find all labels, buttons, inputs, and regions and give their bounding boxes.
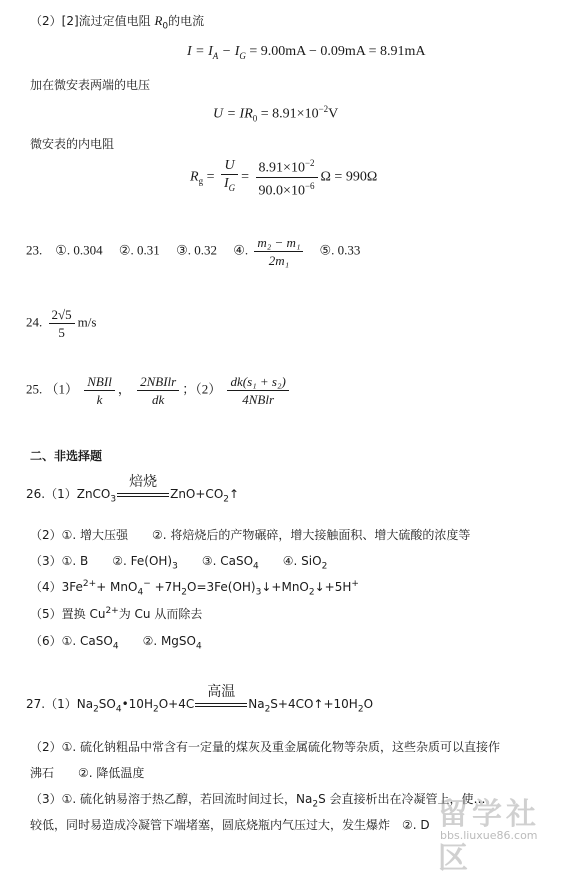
fraction-2nbilr-over-dk: $\frac{\text{2NBIlr}}{dk}$: [137, 373, 179, 408]
watermark-url: bbs.liuxue86.com: [440, 829, 538, 842]
q22-current-equation: $I = I_A - I_G = 9.00mA - 0.09mA = 8.91mA$: [187, 44, 426, 61]
q23-answers: 23. ①. 0.304 ②. 0.31 ③. 0.32 ④. $\frac{\text{m₂ − m₁}}{\text{2m₁}}$ ⑤. 0.33: [26, 235, 361, 268]
q26-line1: 26.（1）ZnCO$_3$ 焙烧 $ZnO+CO_2↑$: [26, 474, 240, 505]
q22-intro: （2）[2]流过定值电阻 $R_0$的电流: [30, 13, 205, 32]
q26-line3: （3）①. B ②. $Fe(OH)_3$ ③. CaSO$_4$ ④. SiO$_2$: [30, 554, 328, 572]
fraction-mass-ratio: $\frac{\text{m₂ − m₁}}{\text{2m₁}}$: [254, 234, 303, 269]
q22-resistance-equation: $R_g$ = $\frac{U}{I_G}$ = $\frac{8.91\times 10^{-2}}{90.0\times 10^{-6}}$ Ω = 990Ω: [190, 155, 377, 199]
reaction-condition: 焙烧: [117, 487, 169, 501]
q22-voltage-label: 加在微安表两端的电压: [30, 78, 151, 92]
q22-voltage-equation: $U = IR_0 = 8.91\times 10^{-2}V$: [213, 104, 339, 124]
q26-line2: （2）①. 增大压强 ②. 将焙烧后的产物碾碎，增大接触面积、增大硫酸的浓度等: [30, 528, 471, 542]
reaction-condition: 高温: [195, 697, 247, 711]
q26-line6: （6）①. CaSO$_4$ ②. MgSO$_4$: [30, 634, 202, 652]
fraction-numeric: $\frac{8.91\times 10^{-2}}{90.0\times 10^{-6}}$: [256, 155, 318, 199]
q27-line3: 沸石 ②. 降低温度: [30, 766, 145, 780]
fraction-velocity: $\frac{2√5}{5}$: [49, 306, 75, 341]
site-watermark: [420, 789, 570, 876]
q27-line2: （2）①. 硫化钠粗品中常含有一定量的煤灰及重金属硫化物等杂质，这些杂质可以直接作: [30, 740, 501, 754]
fraction-u-over-ig: $\frac{U}{I_G}$: [221, 157, 238, 197]
q26-line5: （5）置换 $Cu^{2+}$为 Cu 从而除去: [30, 606, 203, 621]
q22-resistance-label: 微安表的内电阻: [30, 137, 115, 151]
q24-answer: 24. $\frac{2√5}{5}$ m/s: [26, 307, 97, 340]
q27-line5: 较低，同时易造成冷凝管下端堵塞，圆底烧瓶内气压过大，发生爆炸 ②. D: [30, 818, 430, 832]
q27-line1: $27.(1)Na_2SO_4•10H_2O+4C$ 高温 $Na_2S+4CO↑+10H_2O$: [26, 684, 374, 715]
fraction-nbil-over-k: $\frac{\text{NBIl}}{k}$: [84, 373, 115, 408]
fraction-dk-s1-s2: $\frac{\text{dk(s₁ + s₂)}}{\text{4NBlr}}$: [227, 373, 288, 408]
section-title: 二、非选择题: [30, 449, 103, 463]
q27-line4: （3）①. 硫化钠易溶于热乙醇，若回流时间过长，$Na_2S$ 会直接析出在冷凝管上，使…: [30, 792, 486, 810]
watermark-logo-text: 留学社区: [438, 797, 540, 876]
q26-line4: $(4)3Fe^{2+}+ MnO_4^-$ $+7H_2O=3Fe(OH)_3↓+MnO_2↓+5H^+$: [30, 579, 359, 598]
q25-answer: 25. （1） $\frac{\text{NBIl}}{k}$ ， $\frac{\text{2NBIlr}}{dk}$ ；（2） $\frac{\text{dk(s₁ + s₂)}}{\text{4NBlr}}$: [26, 373, 292, 408]
